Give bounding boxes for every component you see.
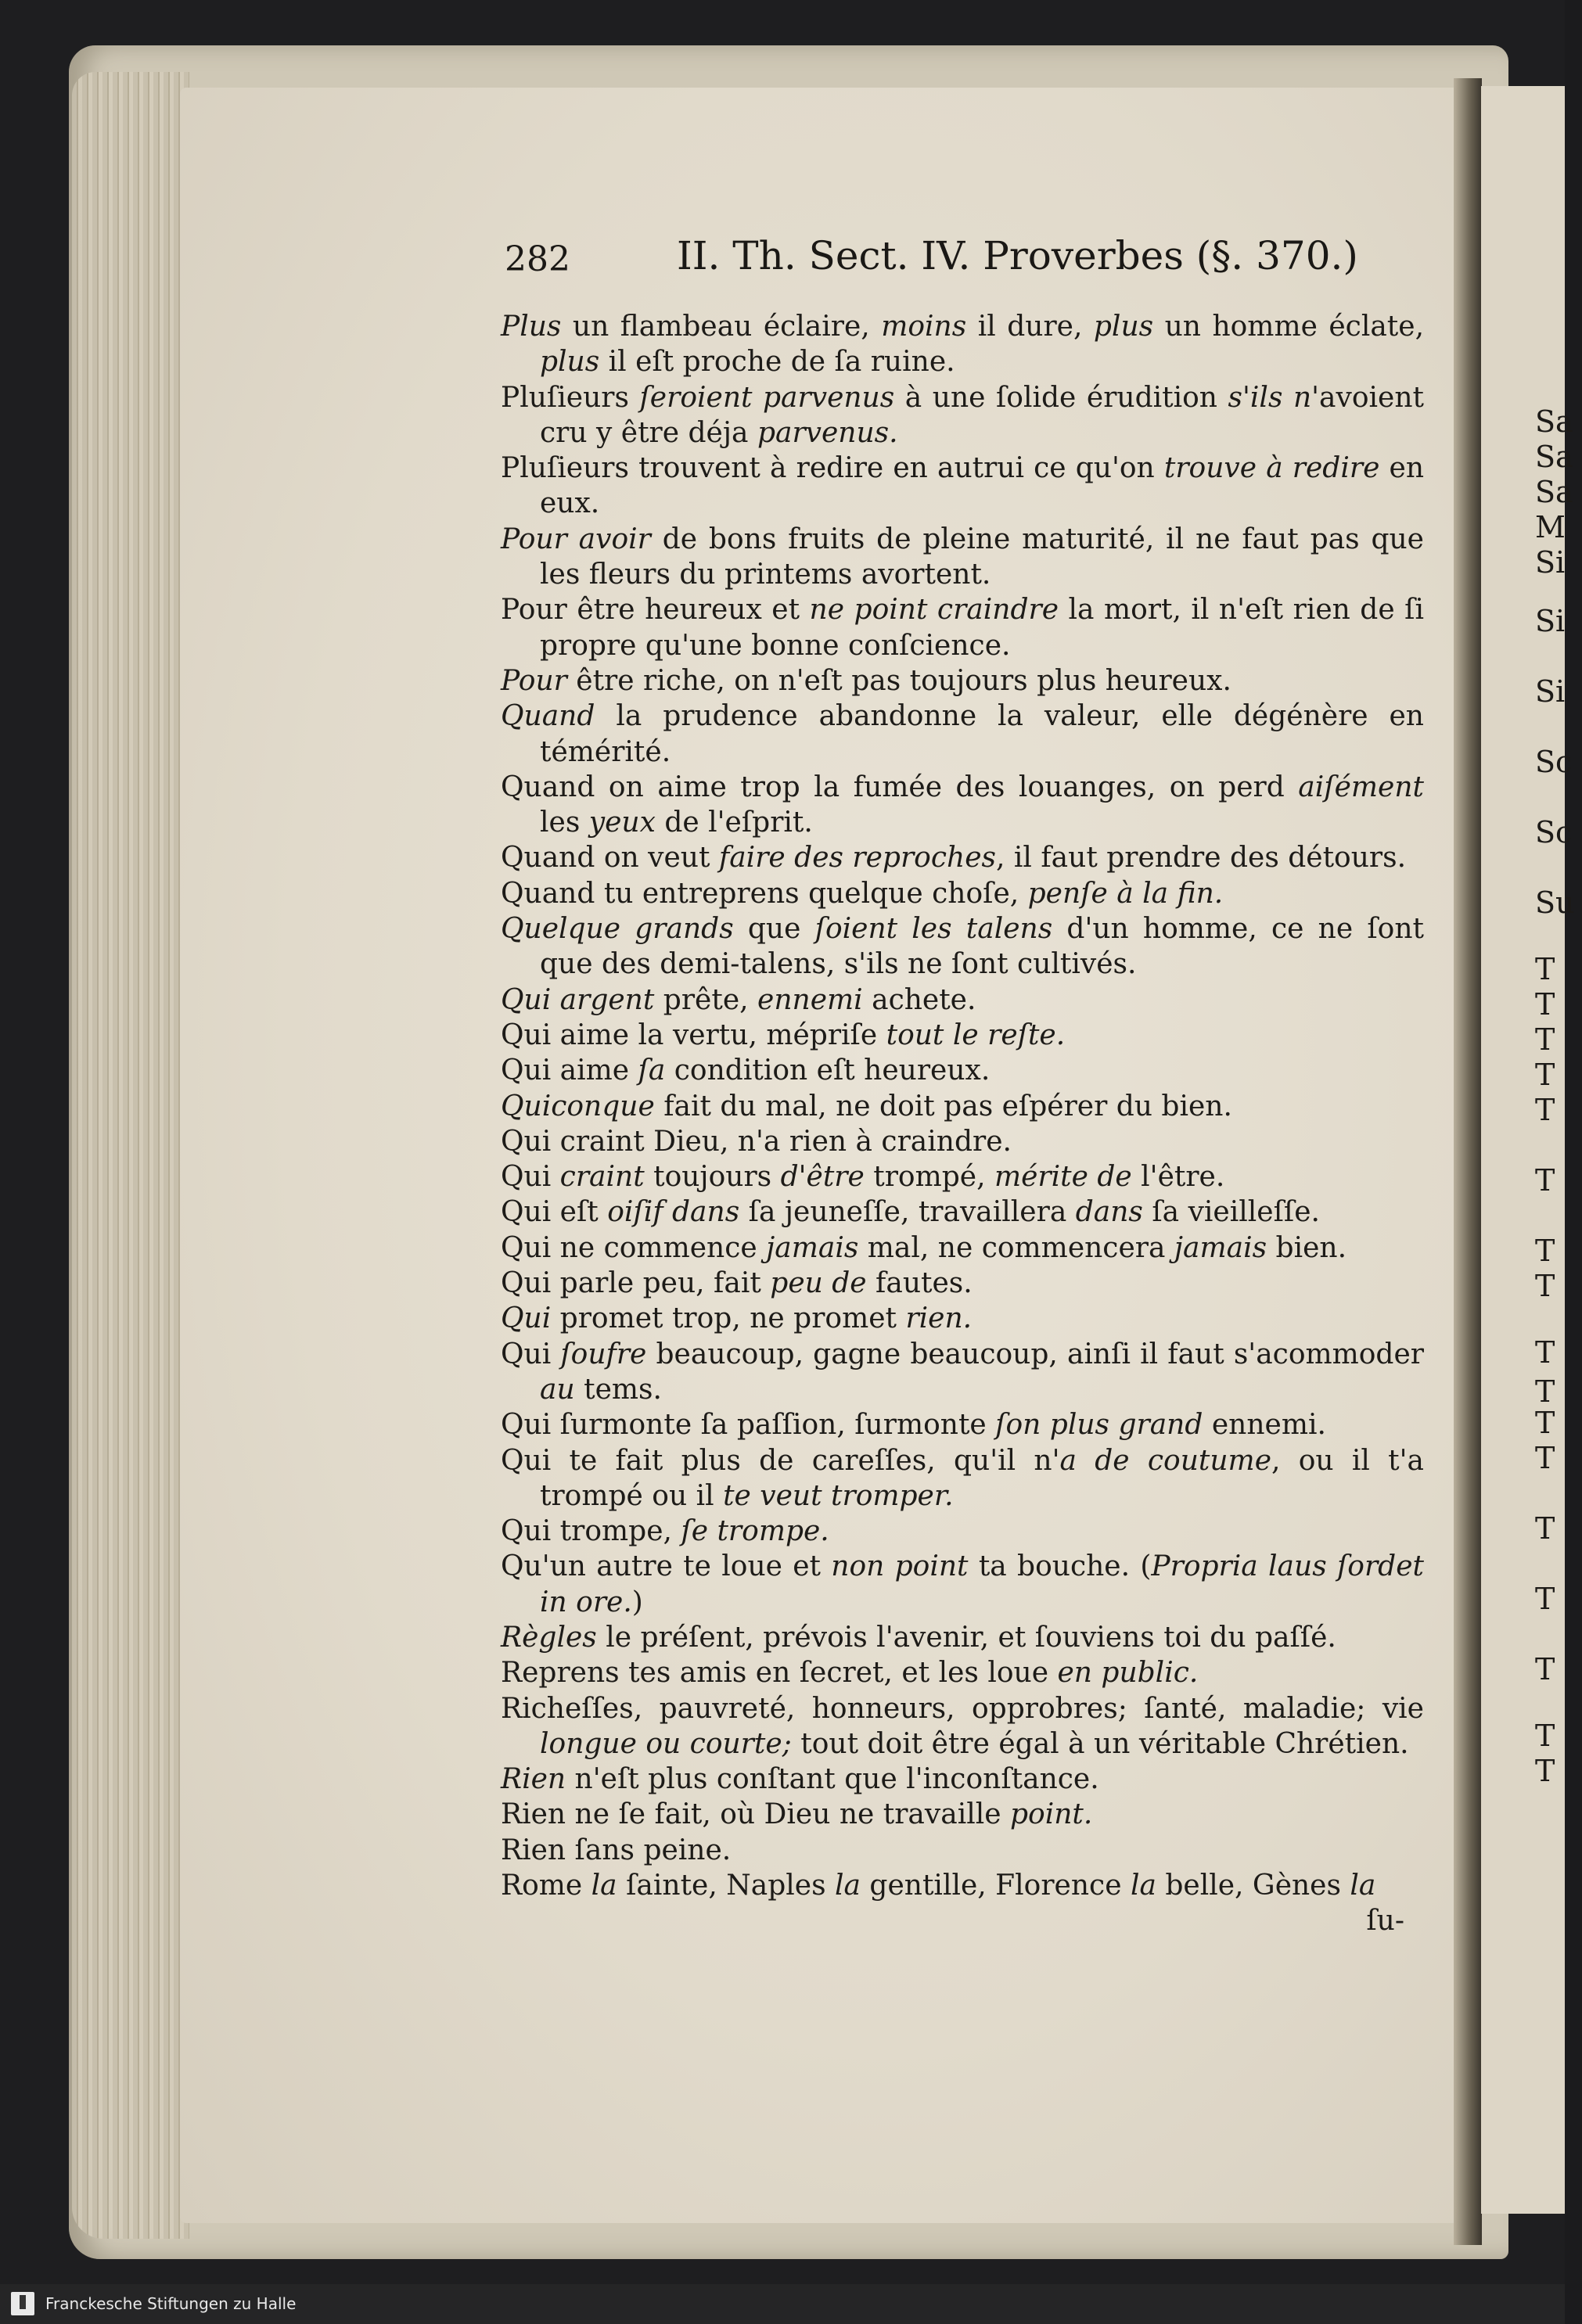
facing-page-fragment: T <box>1535 1374 1555 1409</box>
facing-page-fragment: Sa <box>1535 440 1573 474</box>
proverb-entry: Pour être riche, on n'eſt pas toujours plus heureux. <box>501 664 1231 697</box>
facing-page-fragment: Su <box>1535 885 1575 920</box>
proverb-entry: Quand la prudence abandonne la valeur, elle dégénère en témérité. <box>501 700 1424 768</box>
facing-page-fragment: Sc <box>1535 745 1573 779</box>
proverb-entry: Qui craint toujours d'être trompé, mérite de l'être. <box>501 1161 1225 1194</box>
facing-page-fragment: Sc <box>1535 815 1573 849</box>
facing-page-fragment: M <box>1535 510 1566 544</box>
facing-page-fragment: T <box>1535 1058 1555 1092</box>
facing-page-fragment: Si <box>1535 545 1566 580</box>
proverb-entry: Qui argent prête, ennemi achete. <box>501 983 976 1016</box>
proverb-entry: Qui aime ſa condition eſt heureux. <box>501 1054 991 1087</box>
page-header <box>505 233 1358 288</box>
catchword: ſu- <box>1366 1905 1404 1938</box>
facing-page-fragment: T <box>1535 1406 1555 1440</box>
proverb-entry: Rien ne ſe fait, où Dieu ne travaille point. <box>501 1798 1093 1831</box>
proverb-entry: Quand tu entreprens quelque choſe, penſe à la fin. <box>501 877 1224 910</box>
facing-page-fragment: T <box>1535 1093 1555 1127</box>
institution-logo-icon <box>11 2292 34 2315</box>
proverb-entry: Quelque grands que ſoient les talens d'un homme, ce ne ſont que des demi-talens, s'ils ne ſont cultivés. <box>501 913 1425 981</box>
proverb-entry: Rome la ſainte, Naples la gentille, Florence la belle, Gènes la <box>501 1870 1376 1902</box>
proverb-entry: Qui aime la vertu, mépriſe tout le reſte. <box>501 1018 1066 1051</box>
proverb-entry: Reprens tes amis en ſecret, et les loue en public. <box>501 1657 1199 1690</box>
proverb-entry: Qui ſurmonte ſa paſſion, ſurmonte ſon plus grand ennemi. <box>501 1409 1326 1442</box>
proverb-entry: Qui trompe, ſe trompe. <box>501 1515 829 1548</box>
page-number: 282 <box>505 239 570 279</box>
facing-page-fragment: T <box>1535 1441 1555 1475</box>
facing-page-fragment: T <box>1535 1269 1555 1303</box>
facing-page-fragment: T <box>1535 1652 1555 1686</box>
proverb-entry: Qui ne commence jamais mal, ne commencera jamais bien. <box>501 1231 1347 1264</box>
proverb-entry: Qui parle peu, fait peu de fautes. <box>501 1267 973 1300</box>
facing-page-fragment: Si <box>1535 674 1566 709</box>
page-edges <box>72 72 189 2239</box>
proverb-entry: Rien n'eſt plus conſtant que l'inconſtance. <box>501 1763 1099 1796</box>
proverb-entry: Qu'un autre te loue et non point ta bouche. (Propria laus ſordet in ore.) <box>501 1550 1424 1618</box>
facing-page-fragment: T <box>1535 952 1555 986</box>
proverb-entry: Pluſieurs ſeroient parvenus à une ſolide érudition s'ils n'avoient cru y être déja parvenus. <box>501 381 1424 449</box>
proverb-entry: Richeſſes, pauvreté, honneurs, opprobres; ſanté, maladie; vie longue ou courte; tout doit être égal à un véritable Chrétien. <box>501 1692 1424 1760</box>
proverb-entry: Quand on veut faire des reproches, il faut prendre des détours. <box>501 842 1407 875</box>
facing-page-fragment: T <box>1535 1719 1555 1753</box>
running-title: II. Th. Sect. IV. Proverbes (§. 370.) <box>677 233 1358 278</box>
proverb-entry: Quand on aime trop la fumée des louanges, on perd aiſément les yeux de l'eſprit. <box>501 770 1424 839</box>
book-gutter <box>1454 78 1482 2245</box>
facing-page-fragment: T <box>1535 987 1555 1022</box>
proverb-entry: Qui ſoufre beaucoup, gagne beaucoup, ainſi il faut s'acommoder au tems. <box>501 1338 1424 1406</box>
facing-page-fragment: Sa <box>1535 404 1573 439</box>
facing-page-fragment: Sa <box>1535 475 1573 509</box>
proverb-entry: Pour avoir de bons fruits de pleine maturité, il ne faut pas que les fleurs du printems avortent. <box>501 523 1424 591</box>
facing-page-fragment: T <box>1535 1754 1555 1788</box>
proverb-entry: Qui craint Dieu, n'a rien à craindre. <box>501 1125 1012 1158</box>
facing-page-fragment: T <box>1535 1022 1555 1057</box>
proverb-entry: Qui eſt oiſif dans ſa jeuneſſe, travaillera dans ſa vieilleſſe. <box>501 1196 1320 1229</box>
proverb-entry: Pour être heureux et ne point craindre la mort, il n'eſt rien de ſi propre qu'une bonne conſcience. <box>501 594 1424 662</box>
facing-page-fragment: T <box>1535 1234 1555 1268</box>
facing-page-fragment: T <box>1535 1511 1555 1546</box>
proverb-entry: Plus un flambeau éclaire, moins il dure, plus un homme éclate, plus il eſt proche de ſa ruine. <box>501 311 1425 379</box>
proverb-entry: Qui te fait plus de careſſes, qu'il n'a de coutume, ou il t'a trompé ou il te veut tromper. <box>501 1444 1424 1512</box>
facing-page-fragment: T <box>1535 1335 1555 1370</box>
proverb-entry: Quiconque fait du mal, ne doit pas eſpérer du bien. <box>501 1090 1232 1122</box>
proverb-entry: Règles le préſent, prévois l'avenir, et ſouviens toi du paſſé. <box>501 1621 1336 1654</box>
proverb-entry: Rien ſans peine. <box>501 1834 732 1866</box>
institution-name: Franckesche Stiftungen zu Halle <box>45 2294 297 2313</box>
facing-page-fragment: T <box>1535 1582 1555 1616</box>
facing-page-fragment: Si <box>1535 604 1566 638</box>
proverb-list <box>501 309 1424 1939</box>
proverb-entry: Pluſieurs trouvent à redire en autrui ce qu'on trouve à redire en eux. <box>501 452 1425 520</box>
facing-page-fragment: T <box>1535 1163 1555 1198</box>
proverb-entry: Qui promet trop, ne promet rien. <box>501 1302 973 1335</box>
